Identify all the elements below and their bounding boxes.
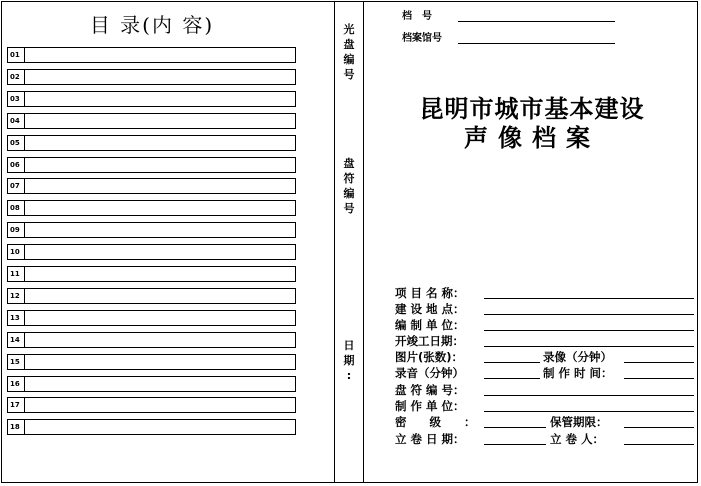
toc-title: 目 录(内 容)	[89, 13, 215, 37]
audio-minutes-field[interactable]	[484, 378, 540, 379]
video-minutes-label: 录像（分钟）	[543, 350, 612, 364]
toc-row-number: 12	[8, 289, 25, 303]
project-name-field[interactable]	[484, 298, 694, 299]
retention-period-label: 保管期限：	[550, 415, 608, 429]
toc-row[interactable]	[7, 113, 296, 129]
divider-right	[363, 1, 364, 483]
archive-hall-number-label: 档案馆号	[402, 33, 442, 44]
archive-number-field[interactable]	[458, 21, 615, 22]
compiling-unit-field[interactable]	[484, 330, 694, 331]
spine-char: 期	[343, 354, 355, 367]
filer-field[interactable]	[624, 444, 694, 445]
toc-row-number: 08	[8, 201, 25, 215]
retention-period-field[interactable]	[624, 427, 694, 428]
production-unit-label: 制 作 单 位：	[395, 399, 465, 413]
toc-row[interactable]	[7, 135, 296, 151]
toc-row-number: 11	[8, 267, 25, 281]
toc-row[interactable]	[7, 178, 296, 194]
archive-number-label: 档 号	[402, 11, 432, 22]
title-line-1: 昆明市城市基本建设	[419, 94, 645, 123]
toc-row-number: 13	[8, 311, 25, 325]
filing-date-field[interactable]	[484, 444, 546, 445]
production-time-label: 制 作 时 间：	[543, 366, 613, 380]
toc-row[interactable]	[7, 69, 296, 85]
project-name-label: 项 目 名 称：	[395, 286, 465, 300]
toc-row[interactable]	[7, 47, 296, 63]
toc-row-number: 17	[8, 398, 25, 412]
classification-label: 密 级 ：	[395, 415, 476, 429]
toc-row[interactable]	[7, 288, 296, 304]
toc-row[interactable]	[7, 157, 296, 173]
construction-site-label: 建 设 地 点：	[395, 302, 465, 316]
toc-row[interactable]	[7, 222, 296, 238]
construction-site-field[interactable]	[484, 314, 694, 315]
toc-row-number: 18	[8, 420, 25, 434]
spine-date	[341, 338, 357, 383]
spine-char: 编	[343, 53, 355, 66]
toc-row-number: 14	[8, 333, 25, 347]
toc-row[interactable]	[7, 354, 296, 370]
pictures-sheets-label: 图片(张数)：	[395, 350, 464, 364]
spine-disc-number	[341, 22, 357, 82]
spine-char: 盘	[343, 157, 355, 170]
spine-char: 编	[343, 187, 355, 200]
toc-row-number: 01	[8, 48, 25, 62]
filer-label: 立 卷 人：	[550, 432, 605, 446]
toc-row-number: 04	[8, 114, 25, 128]
toc-row-number: 07	[8, 179, 25, 193]
compiling-unit-label: 编 制 单 位：	[395, 318, 465, 332]
toc-row[interactable]	[7, 397, 296, 413]
divider-left	[334, 1, 335, 483]
spine-char: 日	[343, 339, 355, 352]
spine-char: 号	[343, 202, 355, 215]
spine-char: 盘	[343, 38, 355, 51]
spine-char: 光	[343, 23, 355, 36]
video-minutes-field[interactable]	[624, 362, 694, 363]
pictures-sheets-field[interactable]	[484, 362, 540, 363]
toc-row[interactable]	[7, 376, 296, 392]
toc-row-number: 16	[8, 377, 25, 391]
production-time-field[interactable]	[624, 378, 694, 379]
toc-row[interactable]	[7, 332, 296, 348]
title-line-2: 声像档案	[464, 123, 600, 152]
start-completion-date-label: 开竣工日期：	[395, 334, 464, 348]
spine-char: 号	[343, 68, 355, 81]
filing-date-label: 立 卷 日 期：	[395, 432, 465, 446]
toc-row[interactable]	[7, 266, 296, 282]
toc-row[interactable]	[7, 200, 296, 216]
toc-row-number: 02	[8, 70, 25, 84]
start-completion-date-field[interactable]	[484, 346, 694, 347]
disc-symbol-number-label: 盘 符 编 号：	[395, 383, 465, 397]
audio-minutes-label: 录音（分钟）	[395, 366, 464, 380]
toc-row-number: 06	[8, 158, 25, 172]
toc-row-number: 05	[8, 136, 25, 150]
toc-row[interactable]	[7, 419, 296, 435]
classification-field[interactable]	[484, 427, 546, 428]
archive-hall-number-field[interactable]	[458, 43, 615, 44]
spine-char: :	[346, 369, 352, 382]
toc-row-number: 03	[8, 92, 25, 106]
spine-disc-symbol-number	[341, 156, 357, 216]
production-unit-field[interactable]	[484, 411, 694, 412]
toc-row-number: 09	[8, 223, 25, 237]
toc-row[interactable]	[7, 91, 296, 107]
toc-row-number: 15	[8, 355, 25, 369]
toc-row-number: 10	[8, 245, 25, 259]
toc-row[interactable]	[7, 244, 296, 260]
spine-char: 符	[343, 172, 355, 185]
disc-symbol-number-field[interactable]	[484, 395, 694, 396]
toc-row[interactable]	[7, 310, 296, 326]
